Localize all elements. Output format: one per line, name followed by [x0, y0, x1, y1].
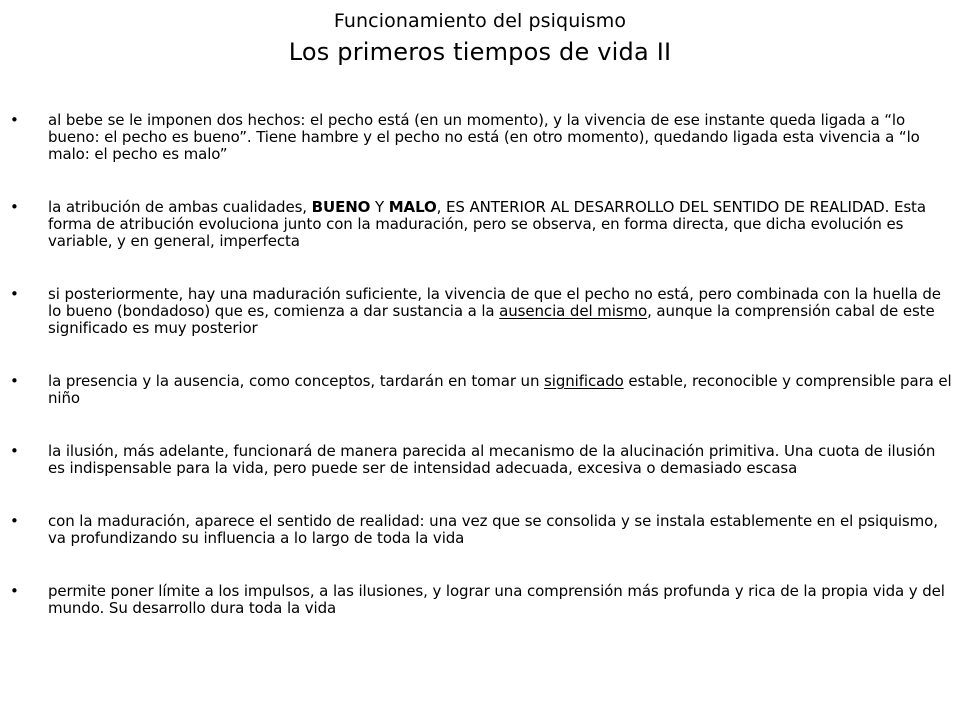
bullet-text: si posteriormente, hay una maduración suficiente, la vivencia de que el pecho no está, pero combinada con la huella de lo bueno (bondadoso) que es, comienza a dar sustancia a la: [48, 285, 941, 320]
bullet-item: [10, 112, 955, 163]
bullet-item: [10, 443, 955, 477]
bullet-marker: •: [10, 512, 19, 530]
bullet-item: [10, 199, 955, 250]
bullet-item: [10, 373, 955, 407]
bold-text: MALO: [388, 198, 437, 216]
bullet-text: estable, reconocible y comprensible para el niño: [48, 372, 952, 407]
bullet-marker: •: [10, 285, 19, 303]
bullet-text: , aunque la comprensión cabal de este significado es muy posterior: [48, 302, 935, 337]
bullet-text: con la maduración, aparece el sentido de realidad: una vez que se consolida y se instala establemente en el psiquismo, va profundizando su influencia a lo largo de toda la vida: [48, 512, 938, 547]
bullet-text: la presencia y la ausencia, como conceptos, tardarán en tomar un: [48, 372, 545, 390]
bullet-text: , ES ANTERIOR AL DESARROLLO DEL SENTIDO DE REALIDAD. Esta forma de atribución evoluciona junto con la maduración, pero se observa, en forma directa, que dicha evolución es variable, y en general, imperfecta: [48, 198, 926, 250]
bullet-item: [10, 513, 955, 547]
bold-text: BUENO: [311, 198, 371, 216]
bullet-marker: •: [10, 111, 19, 129]
bullet-text: Y: [370, 198, 389, 216]
underlined-text: ausencia del mismo: [499, 302, 648, 320]
bullet-text: permite poner límite a los impulsos, a las ilusiones, y lograr una comprensión más profunda y rica de la propia vida y del mundo. Su desarrollo dura toda la vida: [48, 582, 945, 617]
bullet-marker: •: [10, 442, 19, 460]
slide-header: [0, 8, 960, 70]
bullet-marker: •: [10, 372, 19, 390]
bullet-marker: •: [10, 198, 19, 216]
bullet-text: al bebe se le imponen dos hechos: el pecho está (en un momento), y la vivencia de ese instante queda ligada a “lo bueno: el pecho es bueno”. Tiene hambre y el pecho no está (en otro momento), quedando ligada esta vivencia a “lo malo: el pecho es malo”: [48, 111, 920, 163]
bullet-item: [10, 583, 955, 617]
bullet-text: la ilusión, más adelante, funcionará de manera parecida al mecanismo de la alucinación primitiva. Una cuota de ilusión es indispensable para la vida, pero puede ser de intensidad adecuada, excesiva o demasiado escasa: [48, 442, 936, 477]
slide-title: Los primeros tiempos de vida II: [288, 38, 672, 66]
bullet-marker: •: [10, 582, 19, 600]
underlined-text: significado: [544, 372, 624, 390]
bullet-list: [10, 112, 955, 617]
bullet-item: [10, 286, 955, 337]
bullet-text: la atribución de ambas cualidades,: [48, 198, 312, 216]
slide-subtitle: Funcionamiento del psiquismo: [333, 10, 627, 32]
